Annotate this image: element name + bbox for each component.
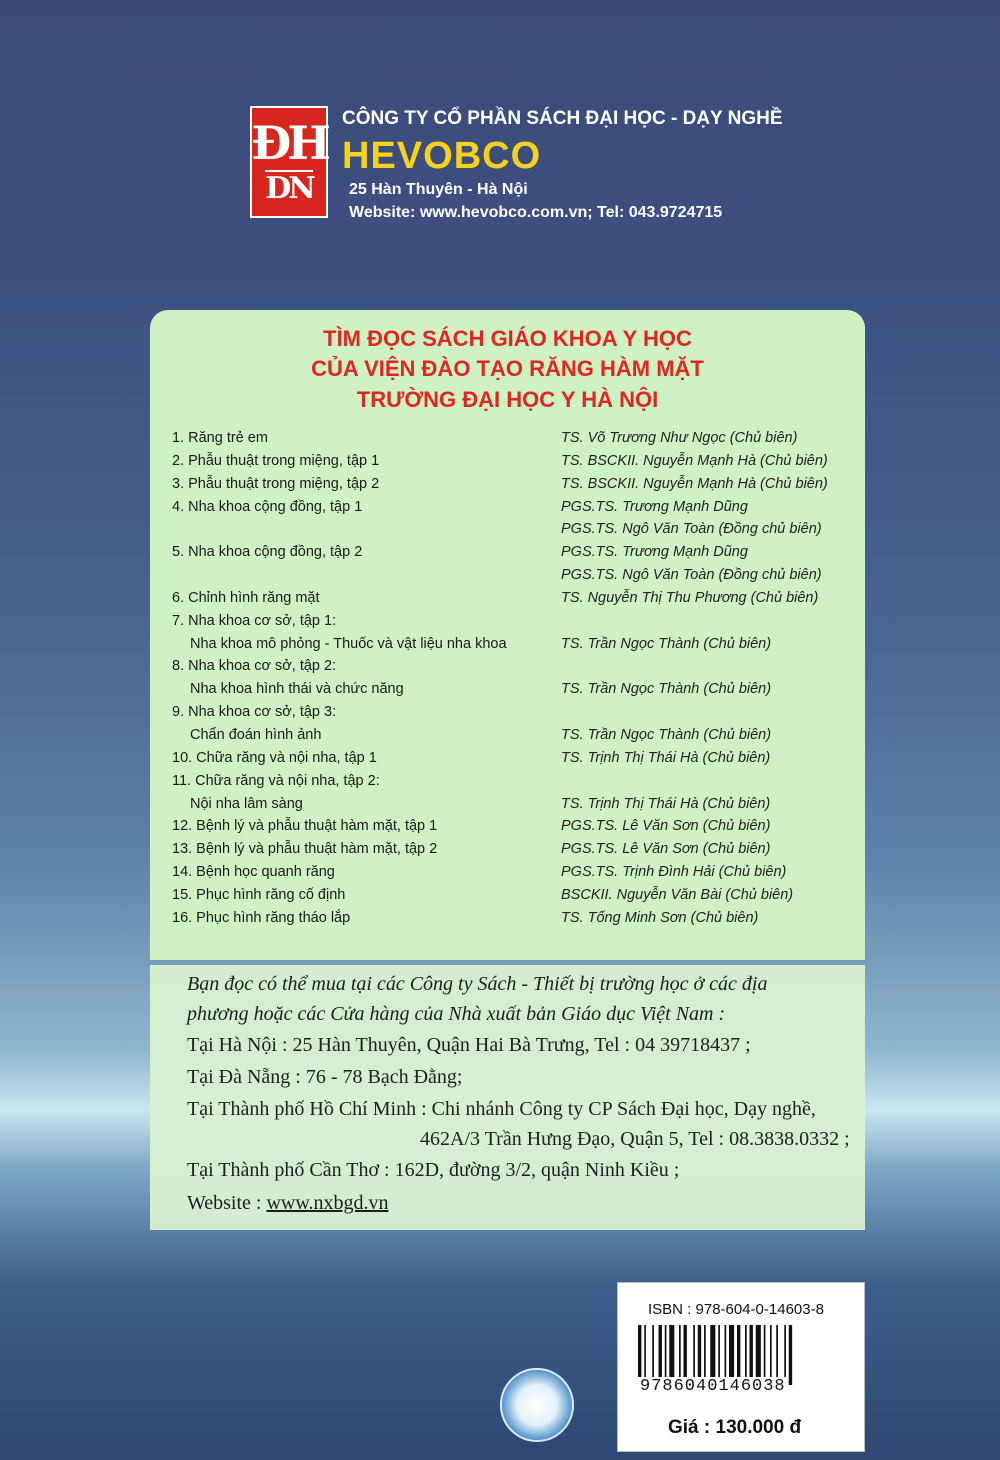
- distribution-cantho: Tại Thành phố Cần Thơ : 162D, đường 3/2, quận Ninh Kiều ;: [187, 1159, 680, 1181]
- distribution-intro-2: phương hoặc các Cửa hàng của Nhà xuất bản Giáo dục Việt Nam :: [187, 1003, 726, 1025]
- series-heading-2: CỦA VIỆN ĐÀO TẠO RĂNG HÀM MẶT: [311, 356, 704, 381]
- book-row: [172, 910, 862, 933]
- book-title: Chẩn đoán hình ảnh: [190, 726, 322, 743]
- book-title: 13. Bệnh lý và phẫu thuật hàm mặt, tập 2: [172, 841, 438, 858]
- book-title: 11. Chữa răng và nội nha, tập 2:: [172, 772, 380, 789]
- book-row: [172, 521, 862, 544]
- series-heading-1: TÌM ĐỌC SÁCH GIÁO KHOA Y HỌC: [323, 326, 692, 351]
- book-author: BSCKII. Nguyễn Văn Bài (Chủ biên): [561, 886, 794, 903]
- book-author: PGS.TS. Trương Mạnh Dũng: [561, 544, 748, 561]
- book-author: TS. Tống Minh Sơn (Chủ biên): [561, 909, 759, 926]
- book-title: Nội nha lâm sàng: [190, 795, 303, 812]
- book-title: 5. Nha khoa cộng đồng, tập 2: [172, 544, 363, 561]
- book-row: [172, 750, 862, 773]
- distribution-hcm-2: 462A/3 Trần Hưng Đạo, Quận 5, Tel : 08.3838.0332 ;: [420, 1128, 850, 1150]
- barcode-icon: [636, 1325, 850, 1385]
- logo-text-bottom: DN: [265, 171, 313, 206]
- book-author: TS. Nguyễn Thị Thu Phương (Chủ biên): [561, 589, 819, 606]
- book-title: 7. Nha khoa cơ sở, tập 1:: [172, 612, 337, 629]
- isbn-label: ISBN : 978-604-0-14603-8: [648, 1301, 824, 1318]
- book-author: TS. Võ Trương Như Ngọc (Chủ biên): [561, 430, 798, 446]
- book-row: [172, 636, 862, 659]
- book-title: 10. Chữa răng và nội nha, tập 1: [172, 749, 377, 766]
- book-author: PGS.TS. Lê Văn Sơn (Chủ biên): [561, 818, 771, 835]
- distribution-hanoi: Tại Hà Nội : 25 Hàn Thuyên, Quận Hai Bà Trưng, Tel : 04 39718437 ;: [187, 1034, 751, 1056]
- book-author: TS. Trần Ngọc Thành (Chủ biên): [561, 726, 772, 743]
- book-author: PGS.TS. Trương Mạnh Dũng: [561, 498, 748, 515]
- book-row: [172, 476, 862, 499]
- book-row: [172, 864, 862, 887]
- book-author: TS. Trần Ngọc Thành (Chủ biên): [561, 635, 772, 652]
- distribution-hcm-1: Tại Thành phố Hồ Chí Minh : Chi nhánh Công ty CP Sách Đại học, Dạy nghề,: [187, 1098, 816, 1120]
- book-row: [172, 818, 862, 841]
- book-author: PGS.TS. Lê Văn Sơn (Chủ biên): [561, 841, 771, 858]
- book-row: [172, 887, 862, 910]
- publisher-company: CÔNG TY CỔ PHẦN SÁCH ĐẠI HỌC - DẠY NGHỀ: [342, 108, 783, 129]
- distribution-website: [187, 1192, 389, 1215]
- publisher-address: 25 Hàn Thuyên - Hà Nội: [349, 181, 528, 198]
- distribution-danang: Tại Đà Nẵng : 76 - 78 Bạch Đằng;: [187, 1066, 463, 1088]
- website-link[interactable]: www.nxbgd.vn: [266, 1192, 389, 1214]
- book-title: 8. Nha khoa cơ sở, tập 2:: [172, 658, 337, 675]
- book-author: TS. BSCKII. Nguyễn Mạnh Hà (Chủ biên): [561, 475, 828, 492]
- book-title: 4. Nha khoa cộng đồng, tập 1: [172, 498, 363, 515]
- publisher-seal-icon: [500, 1368, 574, 1442]
- distribution-box: [150, 965, 865, 1230]
- book-author: TS. Trần Ngọc Thành (Chủ biên): [561, 681, 772, 698]
- publisher-logo: [250, 106, 328, 218]
- book-title: Nha khoa hình thái và chức năng: [190, 681, 404, 698]
- barcode-digits: 9786040146038: [640, 1377, 786, 1396]
- book-title: 16. Phục hình răng tháo lắp: [172, 909, 351, 926]
- book-row: [172, 567, 862, 590]
- book-title: 12. Bệnh lý và phẫu thuật hàm mặt, tập 1: [172, 818, 438, 835]
- book-row: [172, 453, 862, 476]
- book-title: 3. Phẫu thuật trong miệng, tập 2: [172, 475, 380, 492]
- series-box: [150, 310, 865, 960]
- book-title: 14. Bệnh học quanh răng: [172, 864, 335, 881]
- book-title: 15. Phục hình răng cố định: [172, 886, 346, 903]
- book-row: [172, 841, 862, 864]
- book-author: TS. BSCKII. Nguyễn Mạnh Hà (Chủ biên): [561, 452, 828, 469]
- book-row: [172, 544, 862, 567]
- book-row: [172, 658, 862, 681]
- book-row: [172, 796, 862, 819]
- logo-text-top: ĐH: [251, 116, 327, 170]
- book-row: [172, 704, 862, 727]
- website-label: Website :: [187, 1192, 267, 1214]
- book-author: PGS.TS. Ngô Văn Toàn (Đồng chủ biên): [561, 521, 822, 538]
- book-list: [172, 430, 862, 933]
- book-author: TS. Trịnh Thị Thái Hà (Chủ biên): [561, 749, 771, 766]
- publisher-contact: Website: www.hevobco.com.vn; Tel: 043.9724715: [349, 204, 723, 221]
- book-title: 6. Chỉnh hình răng mặt: [172, 589, 320, 606]
- book-row: [172, 773, 862, 796]
- book-title: 9. Nha khoa cơ sở, tập 3:: [172, 704, 337, 721]
- book-row: [172, 430, 862, 453]
- isbn-box: [617, 1282, 865, 1452]
- publisher-brand: HEVOBCO: [342, 135, 542, 177]
- book-title: 1. Răng trẻ em: [172, 430, 268, 446]
- book-row: [172, 499, 862, 522]
- book-author: TS. Trịnh Thị Thái Hà (Chủ biên): [561, 795, 771, 812]
- price-label: Giá : 130.000 đ: [668, 1417, 802, 1438]
- book-author: PGS.TS. Ngô Văn Toàn (Đồng chủ biên): [561, 567, 822, 584]
- distribution-intro-1: Bạn đọc có thể mua tại các Công ty Sách - Thiết bị trường học ở các địa: [187, 973, 768, 995]
- book-row: [172, 727, 862, 750]
- book-row: [172, 590, 862, 613]
- book-row: [172, 681, 862, 704]
- book-row: [172, 613, 862, 636]
- series-heading-3: TRƯỜNG ĐẠI HỌC Y HÀ NỘI: [356, 387, 659, 412]
- book-title: 2. Phẫu thuật trong miệng, tập 1: [172, 452, 380, 469]
- book-title: Nha khoa mô phỏng - Thuốc và vật liệu nha khoa: [190, 635, 507, 652]
- book-author: PGS.TS. Trịnh Đình Hải (Chủ biên): [561, 864, 787, 881]
